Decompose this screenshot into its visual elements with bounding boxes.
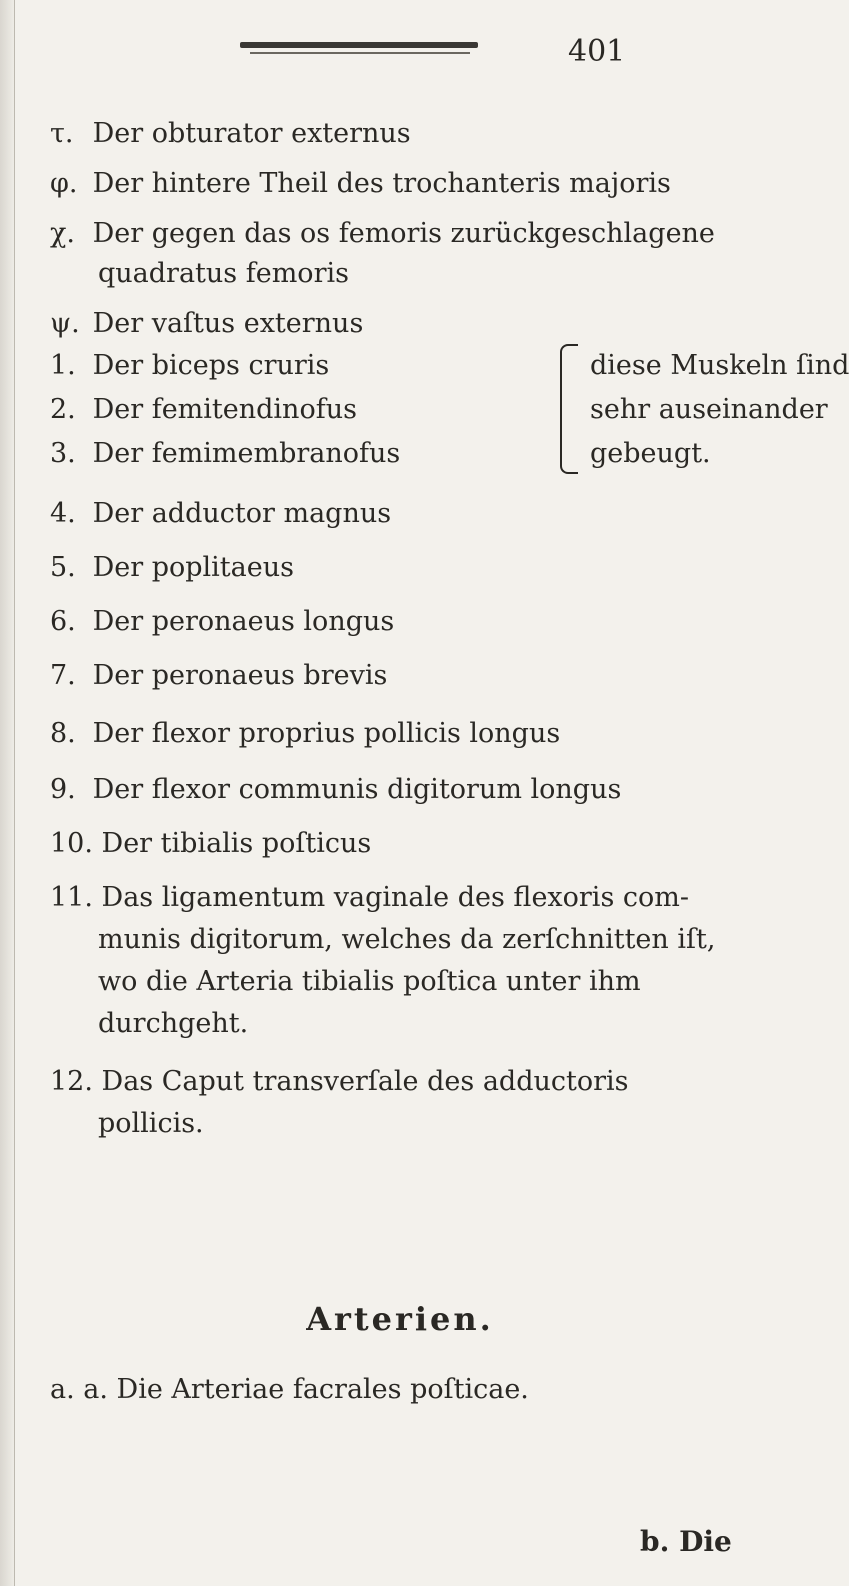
list-item: 8. Der flexor proprius pollicis longus [50,718,561,749]
brace-note-line: diese Muskeln ſind [590,350,849,381]
brace-note-line: sehr auseinander [590,394,828,425]
list-item-continuation: durchgeht. [98,1008,249,1039]
page-binding-edge [0,0,15,1586]
section-heading: Arterien. [306,1300,494,1338]
header-rule [240,42,478,48]
list-item: 3. Der femimembranofus [50,438,401,469]
list-item: 9. Der flexor communis digitorum longus [50,774,622,805]
list-item: 6. Der peronaeus longus [50,606,395,637]
list-item-continuation: pollicis. [98,1108,204,1139]
artery-item: a. a. Die Arteriae facrales poſticae. [50,1374,529,1405]
page-number: 401 [568,34,626,69]
grouping-brace [560,344,578,474]
list-item: φ. Der hintere Theil des trochanteris majoris [50,168,671,199]
list-item: τ. Der obturator externus [50,118,411,149]
list-item: 10. Der tibialis poſticus [50,828,372,859]
list-item: 12. Das Caput transverſale des adductoris [50,1066,629,1097]
list-item: 11. Das ligamentum vaginale des flexoris com- [50,882,689,913]
list-item: 7. Der peronaeus brevis [50,660,388,691]
list-item: 1. Der biceps cruris [50,350,330,381]
header-rule-thin [250,52,470,54]
list-item: 5. Der poplitaeus [50,552,294,583]
list-item: 4. Der adductor magnus [50,498,392,529]
list-item: χ. Der gegen das os femoris zurückgeschlagene [50,218,715,249]
list-item-continuation: quadratus femoris [98,258,349,289]
list-item: ψ. Der vaſtus externus [50,308,364,339]
list-item: 2. Der femitendinofus [50,394,357,425]
list-item-continuation: wo die Arteria tibialis poſtica unter ihm [98,966,641,997]
catchword: b. Die [640,1525,732,1558]
list-item-continuation: munis digitorum, welches da zerſchnitten iſt, [98,924,716,955]
brace-note-line: gebeugt. [590,438,711,469]
